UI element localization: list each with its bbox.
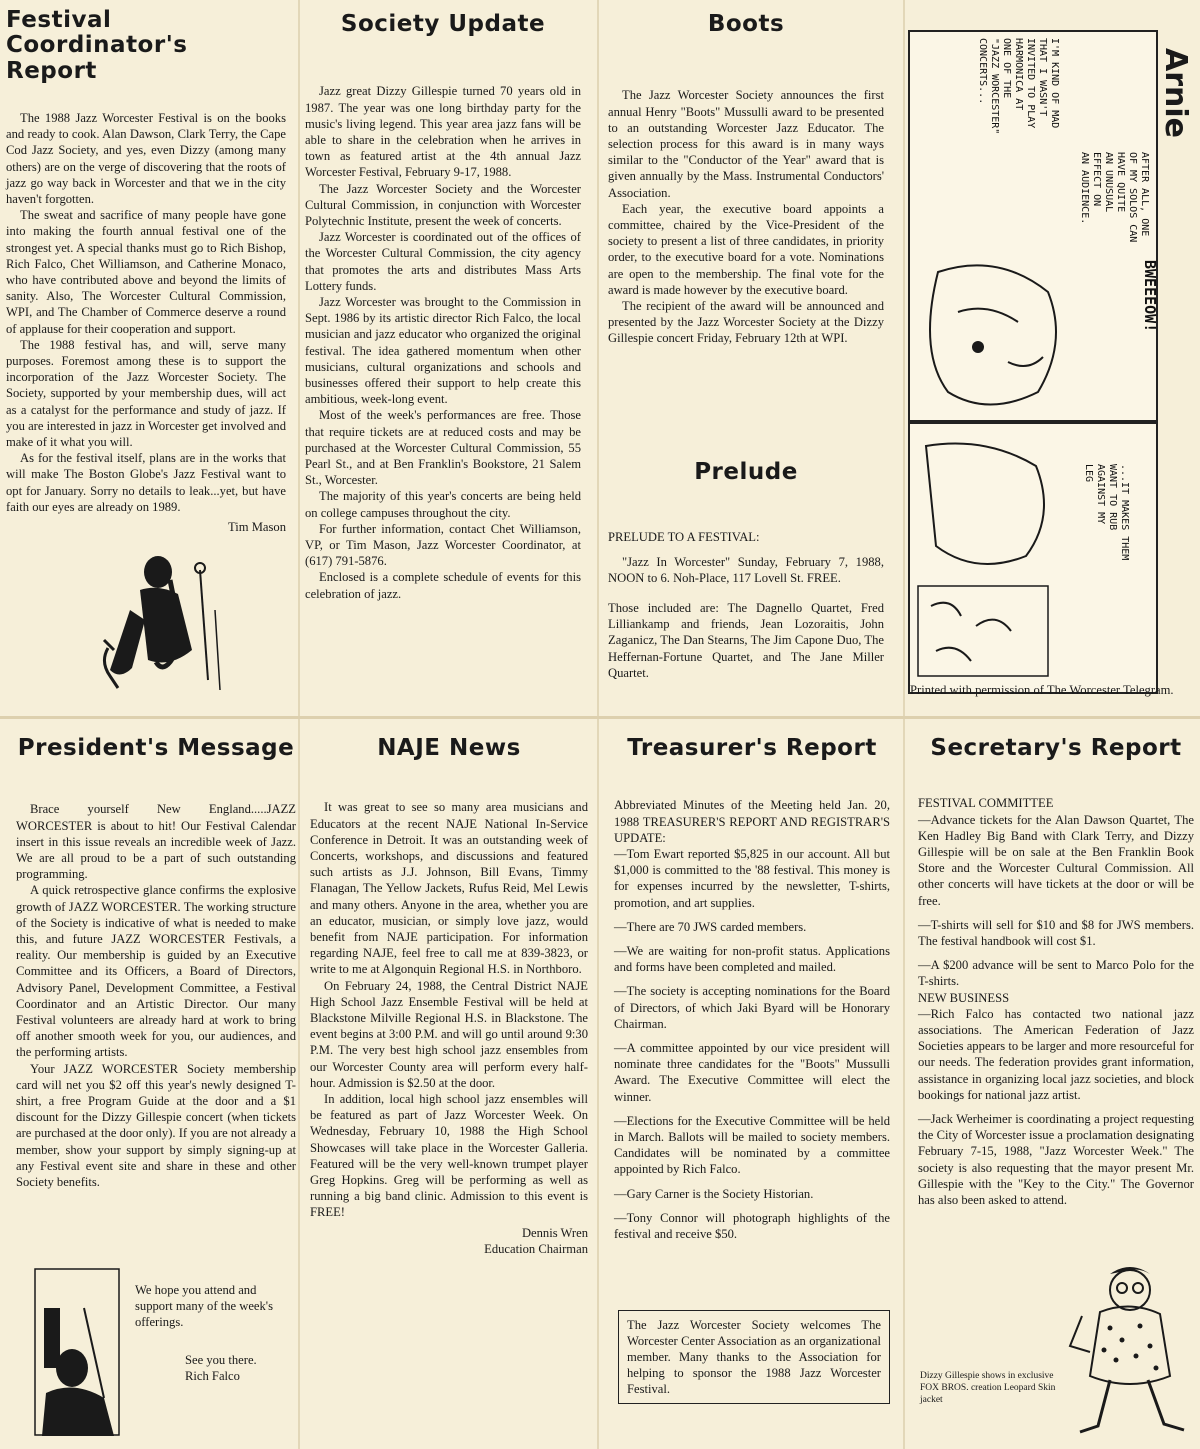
closing-text: We hope you attend and support many of the week's offerings. xyxy=(135,1283,273,1329)
cat-character-icon xyxy=(918,252,1068,417)
naje-news-section xyxy=(310,736,588,1257)
section-title: President's Message xyxy=(17,735,295,761)
prelude-heading: PRELUDE TO A FESTIVAL: xyxy=(608,530,760,545)
paragraph: The Jazz Worcester Society and the Worcester Cultural Commission, in conjunction with Worcester Polytechnic Institute, present the week of concerts. xyxy=(305,181,581,228)
presidents-message-section xyxy=(16,736,296,1190)
treasurers-report-section xyxy=(614,736,890,1242)
presidents-closing xyxy=(135,1282,285,1384)
speech-bubble: ...IT MAKES THEM WANT TO RUB AGAINST MY LEG xyxy=(1083,464,1130,561)
fold-line xyxy=(298,0,300,1449)
section-title: Boots xyxy=(707,11,785,37)
paragraph: On February 24, 1988, the Central District NAJE High School Jazz Ensemble Festival will be held at Blackstone Milville Regional H.S. in Blackstone. The event begins at 3:00 P.M. and will go until around 9:30 P.M. The very best high school jazz ensembles from our Worcester County area will perform every half-hour. Admission is $2.50 at the door. xyxy=(310,978,588,1090)
comic-credit: Printed with permission of The Worcester Telegram. xyxy=(910,683,1174,697)
comic-panel xyxy=(908,422,1158,694)
secretarys-report-section xyxy=(918,736,1194,1208)
dizzy-caption: Dizzy Gillespie shows in exclusive FOX BROS. creation Leopard Skin jacket xyxy=(920,1371,1056,1405)
minutes-item: —Elections for the Executive Committee will be held in March. Ballots will be mailed to society members. Candidates will be nominated by a committee appointed by Rich Falco. xyxy=(614,1113,890,1177)
paragraph: Jazz great Dizzy Gillespie turned 70 years old in 1987. The year was one long birthday party for the music's living legend. This year area jazz fans will be able to share in the celebration when he arrives in town as featured artist at the 4th annual Jazz Worcester Festival, February 9-17, 1988. xyxy=(305,84,581,180)
minutes-item: —A committee appointed by our vice president will nominate three candidates for the "Boots" Mussulli Award. The Executive Committee will elect the winner. xyxy=(614,1040,890,1104)
section-body xyxy=(16,801,296,1190)
paragraph: The recipient of the award will be announced and presented by the Jazz Worcester Society at the Dizzy Gillespie concert Friday, February 12th at WPI. xyxy=(608,298,884,346)
saxophonist-illustration-icon xyxy=(100,550,230,695)
paragraph: Jazz Worcester is coordinated out of the offices of the Worcester Cultural Commission, the city agency that promotes the arts and distributes Mass Arts Lottery funds. xyxy=(305,230,581,293)
fold-line xyxy=(903,0,905,1449)
signature-title: Education Chairman xyxy=(484,1241,588,1256)
section-body xyxy=(614,797,890,1242)
section-title: NAJE News xyxy=(377,735,521,761)
paragraph: Jazz Worcester was brought to the Commission in Sept. 1986 by its artistic director Rich Falco, the local musician and jazz educator who organized the original festival. The idea gathered momentum when other musicians, cultural organizations and schools and businesses offered their support to help create this ambitious, week-long event. xyxy=(305,294,581,407)
prelude-included: Those included are: The Dagnello Quartet, Fred Lilliankamp and friends, Jean Lozoraitis, John Zaganicz, The Dan Stearns, The Jim Capone Duo, The Heffernan-Fortune Quartet, and The Jane Miller Quartet. xyxy=(608,600,884,680)
festival-coordinator-section xyxy=(6,8,286,535)
minutes-item: —Tony Connor will photograph highlights of the festival and receive $50. xyxy=(614,1210,890,1241)
minutes-item: —The society is accepting nominations for the Board of Directors, of which Jaki Byard will be Honorary Chairman. xyxy=(614,984,890,1031)
paragraph: A quick retrospective glance confirms the explosive growth of JAZZ WORCESTER. The working structure of the Society is indicative of what is needed to make this, and future JAZZ WORCESTER Festivals, a reality. Our membership is guided by an Executive Committee and its Officers, a Board of Directors, Advisory Panel, Development Committee, a Festival Coordinator and an Artistic Director. Our many Festival volunteers are already hard at work to bring off another smooth week for you, our audiences, and the performing artists. xyxy=(16,883,296,1060)
section-body xyxy=(918,795,1194,1208)
minutes-item: —We are waiting for non-profit status. Applications and forms have been completed and mailed. xyxy=(614,943,890,975)
trumpeter-illustration-icon xyxy=(34,1268,120,1436)
signature: Tim Mason xyxy=(228,519,286,534)
report-item: —T-shirts will sell for $10 and $8 for JWS members. The festival handbook will cost $1. xyxy=(918,917,1194,948)
welcome-box: The Jazz Worcester Society welcomes The Worcester Center Association as an organizational member. Many thanks to the Association for helping to sponsor the 1988 Jazz Worcester Festival. xyxy=(618,1310,890,1404)
paragraph: As for the festival itself, plans are in the works that will make The Boston Globe's Jazz Festival want to opt for January. Sorry no details to leak...yet, but have faith our eyes are already on 1989. xyxy=(6,451,286,514)
paragraph: Each year, the executive board appoints a committee, chaired by the Vice-President of the society to present a list of three candidates, in priority order, to the executive board for a vote. Nominations are open to the membership. The final vote for the award is made however by the executive board. xyxy=(608,201,884,297)
section-body xyxy=(6,110,286,515)
minutes-intro: Abbreviated Minutes of the Meeting held Jan. 20, 1988 TREASURER'S REPORT AND REGISTRAR'S UPDATE: xyxy=(614,798,890,845)
cat-character-icon xyxy=(916,436,1056,686)
paragraph: Enclosed is a complete schedule of events for this celebration of jazz. xyxy=(305,570,581,601)
report-item: —Rich Falco has contacted two national jazz associations. The American Federation of Jazz Societies appears to be larger and more resourceful for our needs. The federation provides grant information, assistance in organizing local jazz societies, and block bookings for national jazz artist. xyxy=(918,1006,1194,1102)
minutes-item: —Gary Carner is the Society Historian. xyxy=(614,1186,814,1201)
section-title: Festival Coordinator's Report xyxy=(6,7,188,84)
section-body xyxy=(608,529,884,681)
paragraph: The majority of this year's concerts are being held on college campuses throughout the city. xyxy=(305,489,581,520)
minutes-item: —There are 70 JWS carded members. xyxy=(614,919,807,934)
section-title: Treasurer's Report xyxy=(627,735,877,761)
paragraph: In addition, local high school jazz ensembles will be featured as part of Jazz Worcester Week. On Wednesday, February 10, 1988 the High School Showcases will take place in the Worcester Galleria. Featured will be the very well-known trumpet player Greg Hopkins. Greg will be performing as well as running a big band clinic. Admission to this event is FREE! xyxy=(310,1091,588,1220)
minutes-item: —Tom Ewart reported $5,825 in our account. All but $1,000 is committed to the '88 festival. This money is for expenses incurred by the newsletter, T-shirts, promotion, and art supplies. xyxy=(614,846,890,910)
society-update-section xyxy=(305,12,581,602)
signature: Rich Falco xyxy=(185,1369,240,1383)
prelude-section xyxy=(608,460,884,681)
section-title: Prelude xyxy=(694,459,798,485)
paragraph: For further information, contact Chet Williamson, VP, or Tim Mason, Jazz Worcester Coordinator, at (617) 791-5876. xyxy=(305,521,581,569)
section-body xyxy=(608,87,884,346)
boots-section xyxy=(608,12,884,347)
paragraph: The 1988 Jazz Worcester Festival is on the books and ready to cook. Alan Dawson, Clark Terry, the Cape Cod Jazz Society, and yes, even Dizzy (among many others) are on the verge of discovering that the roots of jazz go way back in Worcester and that we in the city haven't forgotten. xyxy=(6,110,286,206)
fold-line xyxy=(597,0,599,1449)
speech-bubble: I'M KIND OF MAD THAT I WASN'T INVITED TO PLAY HARMONICA AT ONE OF THE "JAZZ WORCESTER" CONCERTS... xyxy=(977,38,1060,135)
sound-effect: BWEEEOW! xyxy=(1141,260,1159,333)
paragraph: The sweat and sacrifice of many people have gone into making the fourth annual festival one of the strongest yet. A special thanks must go to Rich Bishop, Rich Falco, Chet Williamson, and Catherine Monaco, who have contributed above and beyond the limits of sanity. Also, The Worcester Cultural Commission, WPI, and The Chamber of Commerce deserve a round of applause for their cooperation and support. xyxy=(6,208,286,336)
subsection-heading: NEW BUSINESS xyxy=(918,990,1010,1005)
see-you-text: See you there. xyxy=(185,1353,257,1367)
comic-title: Arnie xyxy=(1158,48,1193,138)
subsection-heading: FESTIVAL COMMITTEE xyxy=(918,796,1054,811)
section-body xyxy=(310,799,588,1220)
section-body xyxy=(305,83,581,602)
paragraph: Most of the week's performances are free. Those that require tickets are at reduced costs and may be purchased at the Worcester Cultural Commission, 55 Pearl St., and at Ben Franklin's Bookstore, 21 Salem St., Worcester. xyxy=(305,408,581,488)
paragraph: Brace yourself New England.....JAZZ WORCESTER is about to hit! Our Festival Calendar insert in this issue reveals an incredible week of Jazz. We are all proud to be a part of such outstanding programming. xyxy=(16,802,296,882)
speech-bubble: AFTER ALL, ONE OF MY SOLOS CAN HAVE QUITE AN UNUSUAL EFFECT ON AN AUDIENCE. xyxy=(1079,152,1150,243)
prelude-event: "Jazz In Worcester" Sunday, February 7, 1988, NOON to 6. Noh-Place, 117 Lovell St. FREE. xyxy=(608,554,884,585)
paragraph: It was great to see so many area musicians and Educators at the recent NAJE National In-Service Conference in Detroit. It was an outstanding week of Concerts, workshops, and discussions and featured such artists as J.J. Johnson, Bill Evans, Timmy Flanagan, The Yellow Jackets, Rufus Reid, Mel Lewis and many others. Anyone in the area, whether you are an educator, musician, or simply love jazz, would benefit from NAJE participation. For information regarding NAJE, feel free to call me at 839-3823, or write to me at Algonquin Regional H.S. in Northboro. xyxy=(310,800,588,977)
paragraph: The 1988 festival has, and will, serve many purposes. Foremost among these is to support the incorporation of the Jazz Worcester Society. The Society, supported by your membership dues, will act as a catalyst for the performance and study of jazz. If you are interested in jazz in Worcester get involved and make of it what you will. xyxy=(6,337,286,449)
report-item: —Advance tickets for the Alan Dawson Quartet, The Ken Hadley Big Band with Clark Terry, and Dizzy Gillespie will be on sale at the Ben Franklin Book Store and the Worcester Cultural Commission. All other concerts will have tickets at the door or will be free. xyxy=(918,812,1194,908)
paragraph: The Jazz Worcester Society announces the first annual Henry "Boots" Mussulli award to be presented to an outstanding Worcester Jazz Educator. The selection process for this award is in many ways similar to the "Conductor of the Year" award that is given annually by the Mass. Instrumental Conductors' Association. xyxy=(608,88,884,200)
comic-panel xyxy=(908,30,1158,422)
section-title: Society Update xyxy=(340,11,546,37)
report-item: —A $200 advance will be sent to Marco Polo for the T-shirts. xyxy=(918,958,1194,989)
paragraph: Your JAZZ WORCESTER Society membership card will net you $2 off this year's newly designed T-shirt, a free Program Guide at the door and a $1 discount for the Dizzy Gillespie concert (when tickets are purchased at the door only). If you are not already a member, show your support by simply signing-up at any Festival event site and share in these and other Society benefits. xyxy=(16,1061,296,1189)
report-item: —Jack Werheimer is coordinating a project requesting the City of Worcester issue a proclamation designating February 7-15, 1988, "Jazz Worcester Week." The society is also requesting that the mayor present Mr. Gillespie with the "Key to the City." The Governor has also been asked to attend. xyxy=(918,1111,1194,1207)
signature-name: Dennis Wren xyxy=(521,1225,588,1240)
arnie-comic-strip xyxy=(908,28,1198,718)
dizzy-gillespie-illustration-icon xyxy=(1060,1256,1195,1444)
section-title: Secretary's Report xyxy=(930,735,1182,761)
